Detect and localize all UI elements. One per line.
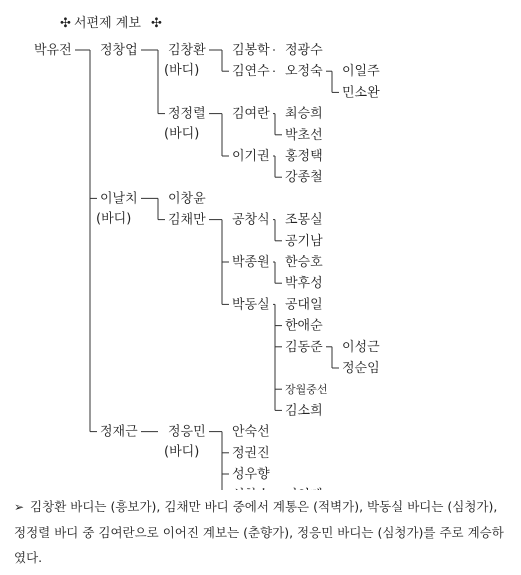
person-node	[285, 487, 323, 490]
person-node: 김여란	[232, 106, 270, 122]
person-node: 공창식	[232, 212, 270, 228]
person-node: 이일주	[342, 64, 380, 80]
person-node: 장월중선	[285, 383, 328, 397]
person-node: 김봉학	[232, 43, 270, 58]
diagram-title-text: 서편제 계보	[74, 16, 141, 31]
person-node: 이날치	[100, 191, 138, 207]
person-node: 김채만	[168, 212, 206, 228]
caption-arrow-icon: ➢	[14, 500, 25, 514]
title-ornament-left-icon: ✣	[60, 16, 71, 31]
person-node: 공기남	[285, 233, 323, 249]
bari-note: (바디)	[164, 126, 200, 142]
person-node: 김동준	[285, 339, 323, 355]
person-node: 정응민	[168, 424, 206, 440]
person-node: 박동실	[232, 297, 270, 313]
person-node: 성우향	[232, 467, 270, 482]
person-node: 최승희	[285, 106, 323, 122]
bari-note: (바디)	[96, 211, 132, 227]
person-node: 정권진	[232, 445, 270, 461]
person-node: 박후성	[285, 276, 323, 292]
person-node: 정창업	[100, 43, 138, 58]
person-node: 이성근	[342, 339, 380, 355]
person-node: 조몽실	[285, 212, 323, 228]
diagram-title	[60, 15, 162, 31]
person-node: 강종철	[285, 170, 323, 186]
title-ornament-right-icon: ✣	[151, 16, 162, 31]
person-node: 한승호	[285, 255, 323, 270]
person-node: 홍정택	[285, 149, 323, 164]
person-node	[232, 487, 270, 490]
bari-note: (바디)	[164, 444, 200, 460]
person-node: 이기권	[232, 149, 270, 164]
person-node: 박유전	[34, 43, 72, 58]
person-node: 한애순	[285, 318, 323, 334]
bari-note: (바디)	[164, 63, 200, 78]
person-node: 김연수	[232, 64, 270, 80]
caption-text: 김창환 바디는 (흥보가), 김채만 바디 중에서 계통은 (적벽가), 박동실 바디는 (심청가), 정정렬 바디 중 김여란으로 이어진 계보는 (춘향가), 정응민 바디는 (심청가)를 주로 계승하였다.	[14, 499, 504, 565]
caption	[14, 494, 510, 570]
person-node: 김창환	[168, 43, 206, 58]
person-node: 민소완	[342, 85, 380, 101]
person-node: 정순임	[342, 361, 380, 376]
person-node: 공대일	[285, 297, 323, 313]
person-node: 김소희	[285, 403, 323, 419]
tree-nodes	[34, 42, 380, 490]
person-node: 오정숙	[285, 64, 323, 80]
person-node: 박초선	[285, 127, 323, 143]
person-node: 정재근	[100, 424, 138, 440]
person-node: 정정렬	[168, 106, 206, 122]
person-node: 박종원	[232, 255, 270, 270]
person-node: 안숙선	[232, 424, 270, 440]
person-node: 이창윤	[168, 191, 206, 207]
person-node: 정광수	[285, 43, 323, 58]
